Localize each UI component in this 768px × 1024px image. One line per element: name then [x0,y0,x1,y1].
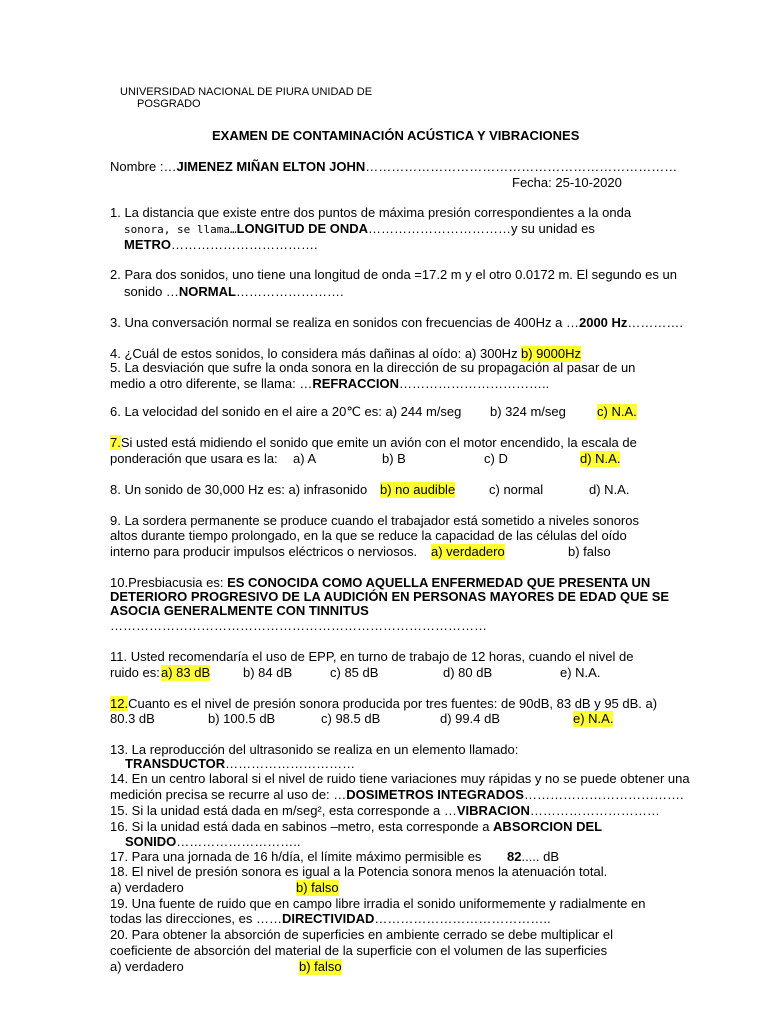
institution-name: UNIVERSIDAD NACIONAL DE PIURA UNIDAD DE [120,86,373,98]
question-17-answer-line: 82..... dB [507,849,560,864]
question-7-prompt: ponderación que usara es la: [110,451,278,466]
question-13-text: 13. La reproducción del ultrasonido se realiza en un elemento llamado: [110,742,519,757]
question-6-text: 6. La velocidad del sonido en el aire a 20℃ es: a) 244 m/seg [110,404,462,419]
question-10-answer-2: DETERIORO PROGRESIVO DE LA AUDICIÓN EN PERSONAS MAYORES DE EDAD QUE SE [110,589,670,604]
question-2-answer-line: sonido …NORMAL……………………. [124,284,344,299]
question-16-answer-line: SONIDO……………………….. [125,834,301,849]
question-9-text: 9. La sordera permanente se produce cuando el trabajador está sometido a niveles sonoros [110,513,639,528]
question-12-option-c: c) 98.5 dB [321,711,381,726]
question-20-text-2: coeficiente de absorción del material de la superficie con el volumen de las superficies [110,943,608,958]
question-16-line: 16. Si la unidad está dada en sabinos –metro, esta corresponde a ABSORCION DEL [110,819,603,834]
question-16-answer: ABSORCION DEL [493,819,603,834]
question-6-option-b: b) 324 m/seg [490,404,566,419]
question-3-answer: 2000 Hz [578,315,628,330]
question-16-answer-2: SONIDO [125,834,177,849]
question-11-option-e: e) N.A. [560,665,601,680]
institution-unit: POSGRADO [137,98,201,110]
question-20-option-a: a) verdadero [110,959,184,974]
question-15-line: 15. Si la unidad está dada en m/seg², esta corresponde a …VIBRACION………………………… [110,803,660,818]
question-10-dots: …………………………………………………………………………… [110,618,487,633]
question-1-answer-line: sonora, se llama…LONGITUD DE ONDA……………………………y su unidad es [124,221,595,236]
question-8-option-d: d) N.A. [589,482,630,497]
name-dots: ……………………………………………………………… [365,159,678,174]
question-4-answer: b) 9000Hz [521,346,581,361]
question-17-answer: 82 [507,849,522,864]
question-7-option-b: b) B [382,451,406,466]
question-18-option-a: a) verdadero [110,880,184,895]
question-19-answer-line: todas las direcciones, es ……DIRECTIVIDAD………………………………….. [110,911,551,926]
question-12-number: 12. [110,696,129,711]
question-11-answer: a) 83 dB [161,665,211,680]
name-label: Nombre :… [110,159,177,174]
question-17-text: 17. Para una jornada de 16 h/día, el límite máximo permisible es [110,849,482,864]
question-9-option-b: b) falso [568,544,611,559]
question-20-text: 20. Para obtener la absorción de superficies en ambiente cerrado se debe multiplicar el [110,927,613,942]
question-13-answer: TRANSDUCTOR [125,756,226,771]
question-7-option-c: c) D [484,451,508,466]
question-12-text: 12.Cuanto es el nivel de presión sonora producida por tres fuentes: de 90dB, 83 dB y 95 dB. a) [110,696,658,711]
question-2-text: 2. Para dos sonidos, uno tiene una longitud de onda =17.2 m y el otro 0.0172 m. El segundo es un [110,267,677,282]
question-1-text: 1. La distancia que existe entre dos puntos de máxima presión correspondientes a la onda [110,205,632,220]
question-12-option-b: b) 100.5 dB [208,711,276,726]
question-15-answer: VIBRACION [456,803,530,818]
question-20-answer: b) falso [299,959,342,974]
question-8-answer: b) no audible [380,482,456,497]
question-18-text: 18. El nivel de presión sonora es igual a la Potencia sonora menos la atenuación total. [110,864,608,879]
question-2-answer: NORMAL [178,284,236,299]
question-13-answer-line: TRANSDUCTOR………………………… [125,756,356,771]
question-19-answer: DIRECTIVIDAD [281,911,375,926]
question-5-answer: REFRACCION [312,376,399,391]
question-1-unit-line: METRO……………………………. [124,237,318,252]
question-7-text: 7.Si usted está midiendo el sonido que emite un avión con el motor encendido, la escala de [110,435,637,450]
question-8-text: 8. Un sonido de 30,000 Hz es: a) infrasonido [110,482,368,497]
student-name: JIMENEZ MIÑAN ELTON JOHN [176,159,366,174]
question-6-answer: c) N.A. [597,404,637,419]
question-3-line: 3. Una conversación normal se realiza en sonidos con frecuencias de 400Hz a …2000 Hz…………. [110,315,684,330]
question-19-text: 19. Una fuente de ruido que en campo libre irradia el sonido uniformemente y radialmente en [110,896,646,911]
question-7-option-a: a) A [293,451,317,466]
question-8-option-c: c) normal [489,482,544,497]
question-10-answer: ES CONOCIDA COMO AQUELLA ENFERMEDAD QUE PRESENTA UN [227,575,651,590]
question-18-answer: b) falso [296,880,339,895]
question-11-option-d: d) 80 dB [443,665,493,680]
question-5-answer-line: medio a otro diferente, se llama: …REFRACCION…………………………….. [110,376,550,391]
question-11-option-c: c) 85 dB [330,665,379,680]
question-12-option-a: 80.3 dB [110,711,155,726]
question-7-answer: d) N.A. [580,451,621,466]
question-12-answer: e) N.A. [573,711,614,726]
question-10-answer-3: ASOCIA GENERALMENTE CON TINNITUS [110,603,369,618]
question-1-answer: LONGITUD DE ONDA [236,221,369,236]
question-4-line: 4. ¿Cuál de estos sonidos, lo considera más dañinas al oído: a) 300Hz [110,346,518,361]
question-12-option-d: d) 99.4 dB [440,711,500,726]
question-14-text: 14. En un centro laboral si el nivel de ruido tiene variaciones muy rápidas y no se puede obtener una [110,771,690,786]
question-11-prompt: ruido es: [110,665,160,680]
student-name-line [110,159,677,175]
question-9-answer: a) verdadero [431,544,505,559]
question-11-option-b: b) 84 dB [243,665,293,680]
question-1-unit-answer: METRO [124,237,171,252]
exam-date: Fecha: 25-10-2020 [512,175,622,190]
question-11-text: 11. Usted recomendaría el uso de EPP, en turno de trabajo de 12 horas, cuando el nivel de [110,649,634,664]
question-9-text-3: interno para producir impulsos eléctricos o nerviosos. [110,544,418,559]
question-14-answer: DOSIMETROS INTEGRADOS [346,787,524,802]
question-10-line: 10.Presbiacusia es: ES CONOCIDA COMO AQUELLA ENFERMEDAD QUE PRESENTA UN [110,575,651,590]
question-9-text-2: altos durante tiempo prolongado, en la que se reduce la capacidad de las células del oído [110,528,627,543]
question-7-number: 7. [110,435,121,450]
question-14-answer-line: medición precisa se recurre al uso de: …DOSIMETROS INTEGRADOS………………………………. [110,787,684,802]
exam-title: EXAMEN DE CONTAMINACIÓN ACÚSTICA Y VIBRACIONES [212,128,580,143]
question-5-text: 5. La desviación que sufre la onda sonora en la dirección de su propagación al pasar de un [110,360,636,375]
